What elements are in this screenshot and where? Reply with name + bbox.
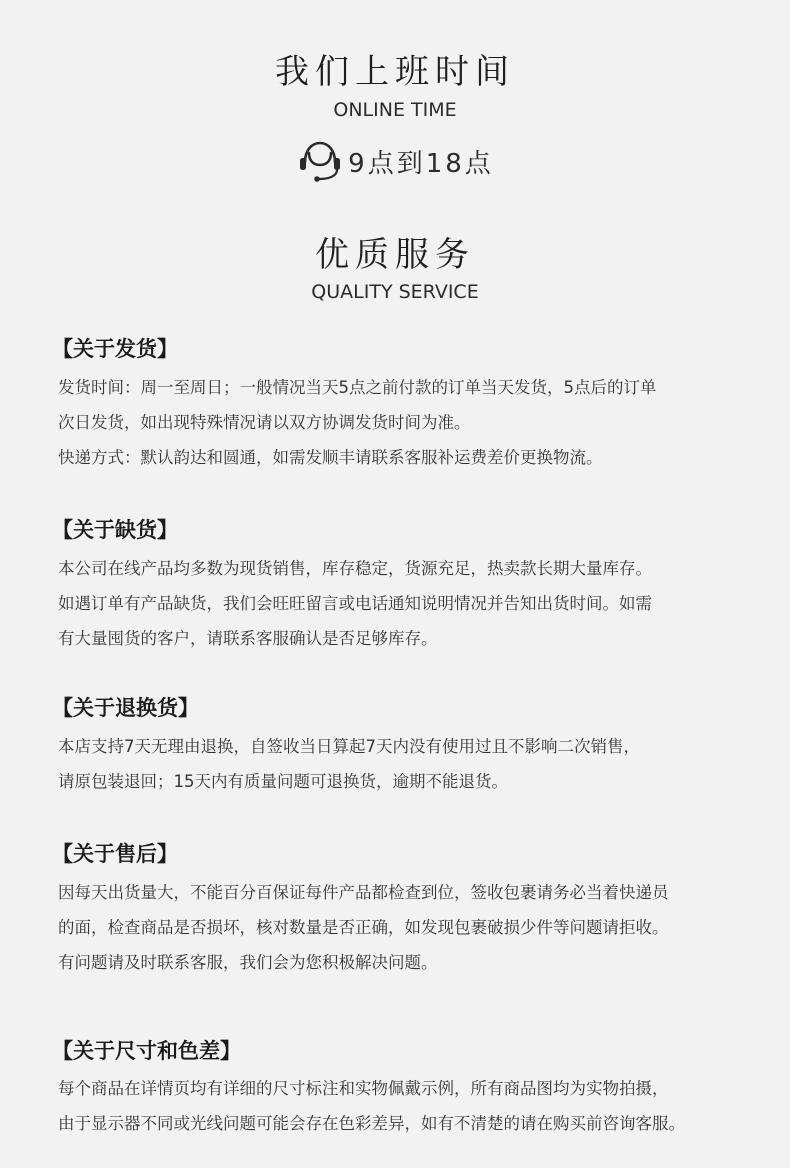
quality-service-subtitle: QUALITY SERVICE — [311, 281, 479, 303]
section-line: 本公司在线产品均多数为现货销售，库存稳定，货源充足，热卖款长期大量库存。 — [58, 559, 652, 578]
section-body-size-color — [58, 1071, 778, 1141]
online-time-subtitle: ONLINE TIME — [333, 99, 457, 121]
section-line: 本店支持7天无理由退换，自签收当日算起7天内没有使用过且不影响二次销售， — [58, 737, 640, 756]
section-line: 的面，检查商品是否损坏，核对数量是否正确，如发现包裹破损少件等问题请拒收。 — [58, 918, 669, 937]
section-heading-size-color: 【关于尺寸和色差】 — [52, 1039, 241, 1063]
section-heading-returns: 【关于退换货】 — [52, 696, 199, 720]
section-heading-stock: 【关于缺货】 — [52, 518, 178, 542]
working-hours-text: 9点到18点 — [348, 148, 494, 179]
section-body-shipping — [58, 370, 778, 475]
section-line: 如遇订单有产品缺货，我们会旺旺留言或电话通知说明情况并告知出货时间。如需 — [58, 594, 652, 613]
section-line: 有大量囤货的客户，请联系客服确认是否足够库存。 — [58, 629, 438, 648]
section-line: 由于显示器不同或光线问题可能会存在色彩差异，如有不清楚的请在购买前咨询客服。 — [58, 1114, 685, 1133]
headset-icon — [296, 138, 344, 184]
online-time-title: 我们上班时间 — [275, 52, 515, 92]
section-heading-shipping: 【关于发货】 — [52, 337, 178, 361]
section-body-returns — [58, 729, 778, 799]
section-line: 发货时间：周一至周日；一般情况当天5点之前付款的订单当天发货，5点后的订单 — [58, 378, 657, 397]
section-line: 因每天出货量大，不能百分百保证每件产品都检查到位，签收包裹请务必当着快递员 — [58, 883, 669, 902]
section-line: 有问题请及时联系客服，我们会为您积极解决问题。 — [58, 953, 438, 972]
quality-service-title: 优质服务 — [315, 235, 475, 275]
section-line: 每个商品在详情页均有详细的尺寸标注和实物佩戴示例，所有商品图均为实物拍摄， — [58, 1079, 669, 1098]
section-heading-after-sales: 【关于售后】 — [52, 842, 178, 866]
working-hours-row — [0, 138, 790, 184]
section-body-stock — [58, 551, 778, 656]
section-line: 请原包装退回；15天内有质量问题可退换货，逾期不能退货。 — [58, 772, 508, 791]
section-body-after-sales — [58, 875, 778, 980]
section-line: 次日发货，如出现特殊情况请以双方协调发货时间为准。 — [58, 413, 471, 432]
section-line: 快递方式：默认韵达和圆通，如需发顺丰请联系客服补运费差价更换物流。 — [58, 448, 603, 467]
